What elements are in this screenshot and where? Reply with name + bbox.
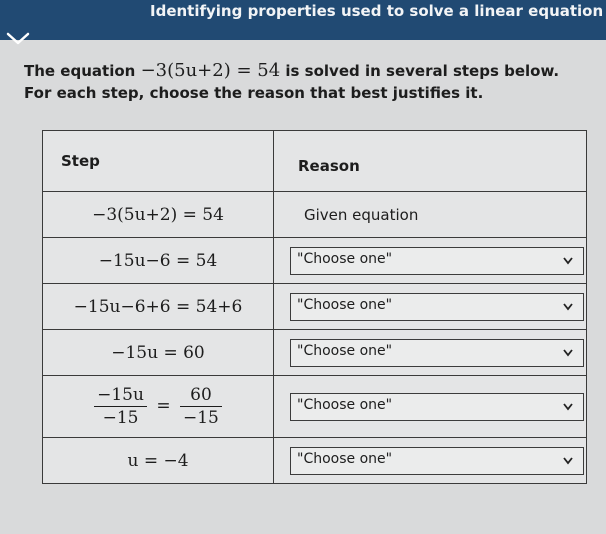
reason-cell bbox=[274, 438, 587, 484]
reason-cell bbox=[274, 376, 587, 438]
dropdown-value: "Choose one" bbox=[297, 296, 393, 313]
table-row bbox=[43, 284, 587, 330]
step-cell: −3(5u+2) = 54 bbox=[43, 192, 274, 238]
step-cell bbox=[43, 376, 274, 438]
fraction-left bbox=[94, 384, 147, 429]
table-header-row bbox=[43, 131, 587, 192]
step-header: Step bbox=[43, 131, 274, 192]
caret-down-icon bbox=[563, 457, 573, 465]
reason-dropdown[interactable] bbox=[290, 293, 584, 321]
fraction-denominator: −15 bbox=[183, 408, 219, 428]
header-bar bbox=[0, 0, 606, 40]
table-row bbox=[43, 238, 587, 284]
caret-down-icon bbox=[563, 403, 573, 411]
equals-sign: = bbox=[156, 396, 171, 416]
reason-cell bbox=[274, 284, 587, 330]
reason-cell bbox=[274, 238, 587, 284]
reason-cell bbox=[274, 330, 587, 376]
reason-dropdown[interactable] bbox=[290, 247, 584, 275]
step-cell: −15u = 60 bbox=[43, 330, 274, 376]
fraction-numerator: −15u bbox=[94, 384, 147, 407]
reason-header: Reason bbox=[274, 131, 587, 192]
reason-dropdown[interactable] bbox=[290, 339, 584, 367]
prompt-text-after: is solved in several steps below. bbox=[285, 62, 560, 80]
fraction-numerator: 60 bbox=[180, 384, 222, 407]
step-cell: −15u−6+6 = 54+6 bbox=[43, 284, 274, 330]
step-cell: u = −4 bbox=[43, 438, 274, 484]
prompt-line-2: For each step, choose the reason that best justifies it. bbox=[24, 84, 484, 102]
dropdown-value: "Choose one" bbox=[297, 342, 393, 359]
prompt-text-before: The equation bbox=[24, 62, 136, 80]
table-row bbox=[43, 330, 587, 376]
page-title: Identifying properties used to solve a linear equation bbox=[150, 2, 604, 20]
caret-down-icon bbox=[563, 257, 573, 265]
step-cell: −15u−6 = 54 bbox=[43, 238, 274, 284]
fraction-denominator: −15 bbox=[102, 408, 139, 428]
reason-cell bbox=[274, 192, 587, 238]
dropdown-value: "Choose one" bbox=[297, 450, 393, 467]
fraction-right bbox=[180, 384, 222, 429]
table-row bbox=[43, 376, 587, 438]
chevron-down-icon[interactable] bbox=[2, 28, 46, 50]
table-row bbox=[43, 192, 587, 238]
caret-down-icon bbox=[563, 303, 573, 311]
prompt-line-1 bbox=[24, 60, 559, 81]
steps-table bbox=[42, 130, 587, 484]
given-equation-label: Given equation bbox=[304, 206, 419, 224]
table-row bbox=[43, 438, 587, 484]
prompt-equation: −3(5u+2) = 54 bbox=[140, 60, 281, 81]
reason-dropdown[interactable] bbox=[290, 393, 584, 421]
reason-dropdown[interactable] bbox=[290, 447, 584, 475]
caret-down-icon bbox=[563, 349, 573, 357]
dropdown-value: "Choose one" bbox=[297, 250, 393, 267]
dropdown-value: "Choose one" bbox=[297, 396, 393, 413]
